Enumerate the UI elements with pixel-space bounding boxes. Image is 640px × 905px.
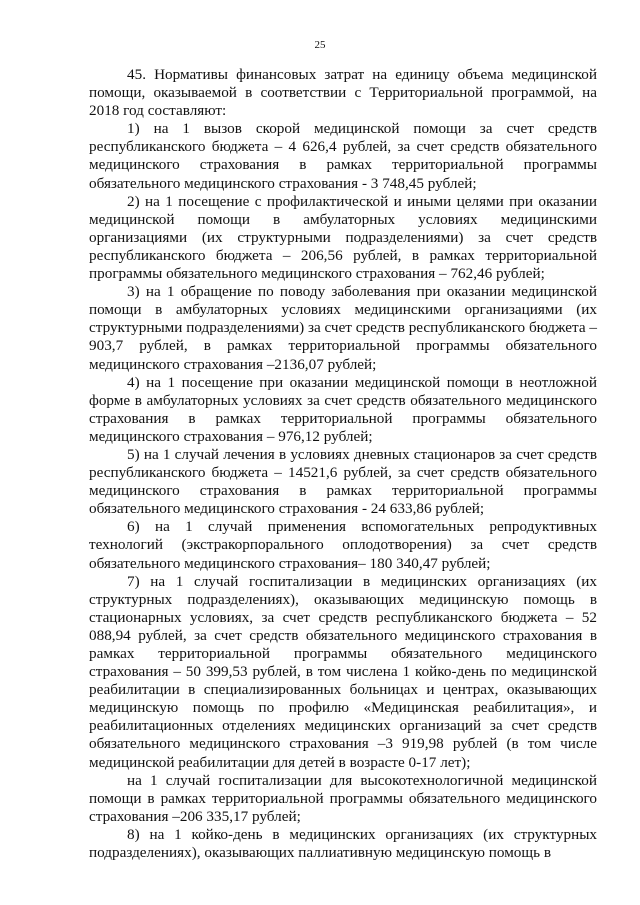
paragraph-item-7-hospitalization: 7) на 1 случай госпитализации в медицинских организациях (их структурных подразделениях), оказывающих медицинскую помощь в стационарных условиях, за счет средств республиканского бюджета – 52 088,94 рублей, за счет средств обязательного медицинского страхования в рамках территориальной программы обязательного медицинского страхования – 50 399,53 рублей, в том числена 1 койко-день по медицинской реабилитации в специализированных больницах и центрах, оказывающих медицинскую помощь по профилю «Медицинская реабилитация», и реабилитационных отделениях медицинских организаций за счет средств обязательного медицинского страхования –3 919,98 рублей (в том числе медицинской реабилитации для детей в возрасте 0-17 лет); bbox=[89, 572, 597, 771]
paragraph-item-5-day-hospital: 5) на 1 случай лечения в условиях дневных стационаров за счет средств республиканского бюджета – 14521,6 рублей, за счет средств обязательного медицинского страхования в рамках территориальной программы обязательного медицинского страхования - 24 633,86 рублей; bbox=[89, 445, 597, 518]
paragraph-item-3-illness-appeal: 3) на 1 обращение по поводу заболевания при оказании медицинской помощи в амбулаторных условиях медицинскими организациями (их структурными подразделениями) за счет средств республиканского бюджета – 903,7 рублей, в рамках территориальной программы обязательного медицинского страхования –2136,07 рублей; bbox=[89, 283, 597, 373]
paragraph-item-4-urgent-visit: 4) на 1 посещение при оказании медицинской помощи в неотложной форме в амбулаторных условиях за счет средств обязательного медицинского страхования в рамках территориальной программы обязательного медицинского страхования – 976,12 рублей; bbox=[89, 373, 597, 445]
paragraph-item-1-ambulance-call: 1) на 1 вызов скорой медицинской помощи за счет средств республиканского бюджета – 4 626,4 рублей, за счет средств обязательного медицинского страхования в рамках территориальной программы обязательного медицинского страхования - 3 748,45 рублей; bbox=[89, 120, 597, 192]
paragraph-item-2-preventive-visit: 2) на 1 посещение с профилактической и иными целями при оказании медицинской помощи в амбулаторных условиях медицинскими организациями (их структурными подразделениями) за счет средств республиканского бюджета – 206,56 рублей, в рамках территориальной программы обязательного медицинского страхования – 762,46 рублей; bbox=[89, 192, 597, 283]
document-body bbox=[89, 66, 597, 862]
paragraph-item-8-palliative: 8) на 1 койко-день в медицинских организациях (их структурных подразделениях), оказывающих паллиативную медицинскую помощь в bbox=[89, 825, 597, 862]
paragraph-item-high-tech-care: на 1 случай госпитализации для высокотехнологичной медицинской помощи в рамках территориальной программы обязательного медицинского страхования –206 335,17 рублей; bbox=[89, 771, 597, 825]
paragraph-item-45-intro: 45. Нормативы финансовых затрат на единицу объема медицинской помощи, оказываемой в соответствии с Территориальной программой, на 2018 год составляют: bbox=[89, 66, 597, 120]
paragraph-item-6-ivf: 6) на 1 случай применения вспомогательных репродуктивных технологий (экстракорпорального оплодотворения) за счет средств обязательного медицинского страхования– 180 340,47 рублей; bbox=[89, 518, 597, 572]
page-number: 25 bbox=[314, 39, 326, 51]
